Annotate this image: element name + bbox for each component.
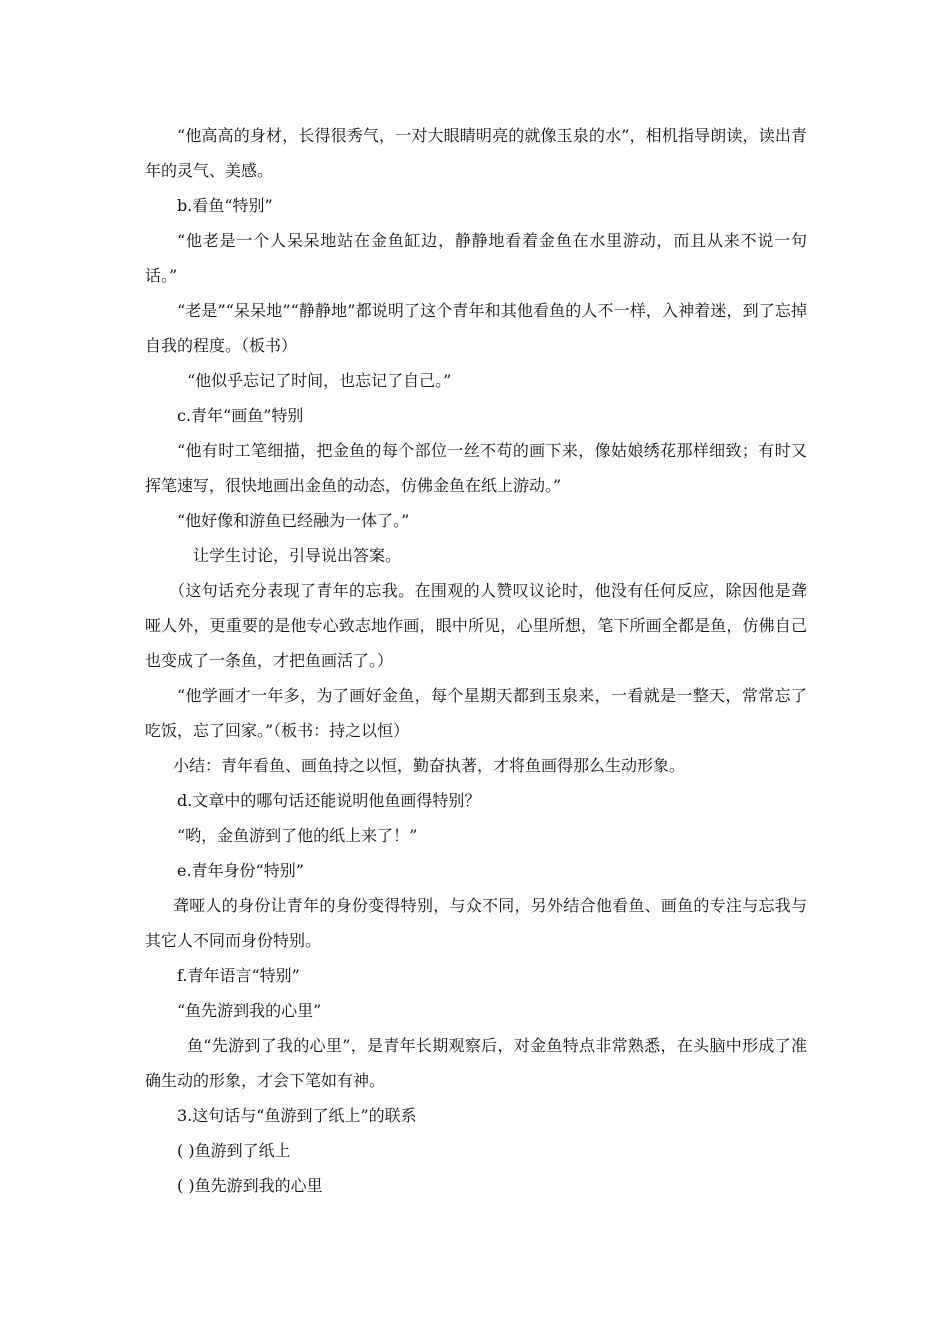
- heading-b-look-fish: b.看鱼“特别”: [177, 196, 273, 215]
- heading-c-draw-fish: c.青年“画鱼”特别: [177, 406, 304, 425]
- paragraph-heart-quote: “鱼先游到我的心里”: [177, 1001, 322, 1020]
- paragraph-merge-quote: “他好像和游鱼已经融为一体了。”: [177, 511, 410, 530]
- heading-f-language: f.青年语言“特别”: [177, 966, 300, 985]
- paragraph-discussion: 让学生讨论，引导说出答案。: [193, 546, 402, 565]
- heading-3-relation: 3.这句话与“鱼游到了纸上”的联系: [177, 1106, 417, 1125]
- paragraph-look-quote: “他老是一个人呆呆地站在金鱼缸边，静静地看着金鱼在水里游动，而且从来不说一句话。”: [145, 231, 807, 285]
- paragraph-summary: 小结：青年看鱼、画鱼持之以恒，勤奋执著，才将鱼画得那么生动形象。: [173, 756, 686, 775]
- paragraph-appearance-quote: “他高高的身材，长得很秀气，一对大眼睛明亮的就像玉泉的水”，相机指导朗读，读出青年的灵气、美感。: [145, 126, 807, 180]
- document-body: [145, 118, 807, 1203]
- paragraph-forget-quote: “他似乎忘记了时间，也忘记了自己。”: [187, 371, 452, 390]
- paragraph-identity-analysis: 聋哑人的身份让青年的身份变得特别，与众不同，另外结合他看鱼、画鱼的专注与忘我与其它人不同而身份特别。: [145, 896, 807, 950]
- blank-item-paper: ( )鱼游到了纸上: [177, 1141, 291, 1160]
- paragraph-paper-quote: “哟，金鱼游到了他的纸上来了！”: [177, 826, 418, 845]
- paragraph-persistence-quote: “他学画才一年多，为了画好金鱼，每个星期天都到玉泉来，一看就是一整天，常常忘了吃饭，忘了回家。”（板书：持之以恒）: [145, 686, 807, 740]
- paragraph-draw-quote: “他有时工笔细描，把金鱼的每个部位一丝不苟的画下来，像姑娘绣花那样细致；有时又挥笔速写，很快地画出金鱼的动态，仿佛金鱼在纸上游动。”: [145, 441, 807, 495]
- heading-e-identity: e.青年身份“特别”: [177, 861, 304, 880]
- paragraph-heart-analysis: 鱼“先游到了我的心里”，是青年长期观察后，对金鱼特点非常熟悉，在头脑中形成了准确生动的形象，才会下笔如有神。: [145, 1036, 807, 1090]
- blank-item-heart: ( )鱼先游到我的心里: [177, 1176, 323, 1195]
- heading-d-question: d.文章中的哪句话还能说明他鱼画得特别？: [177, 791, 481, 810]
- paragraph-look-analysis: “老是”“呆呆地”“静静地”都说明了这个青年和其他看鱼的人不一样，入神着迷，到了忘掉自我的程度。（板书）: [145, 301, 807, 355]
- paragraph-selfless-explanation: （这句话充分表现了青年的忘我。在围观的人赞叹议论时，他没有任何反应，除因他是聋哑人外，更重要的是他专心致志地作画，眼中所见，心里所想，笔下所画全都是鱼，仿佛自己也变成了一条鱼，才把鱼画活了。）: [145, 581, 807, 670]
